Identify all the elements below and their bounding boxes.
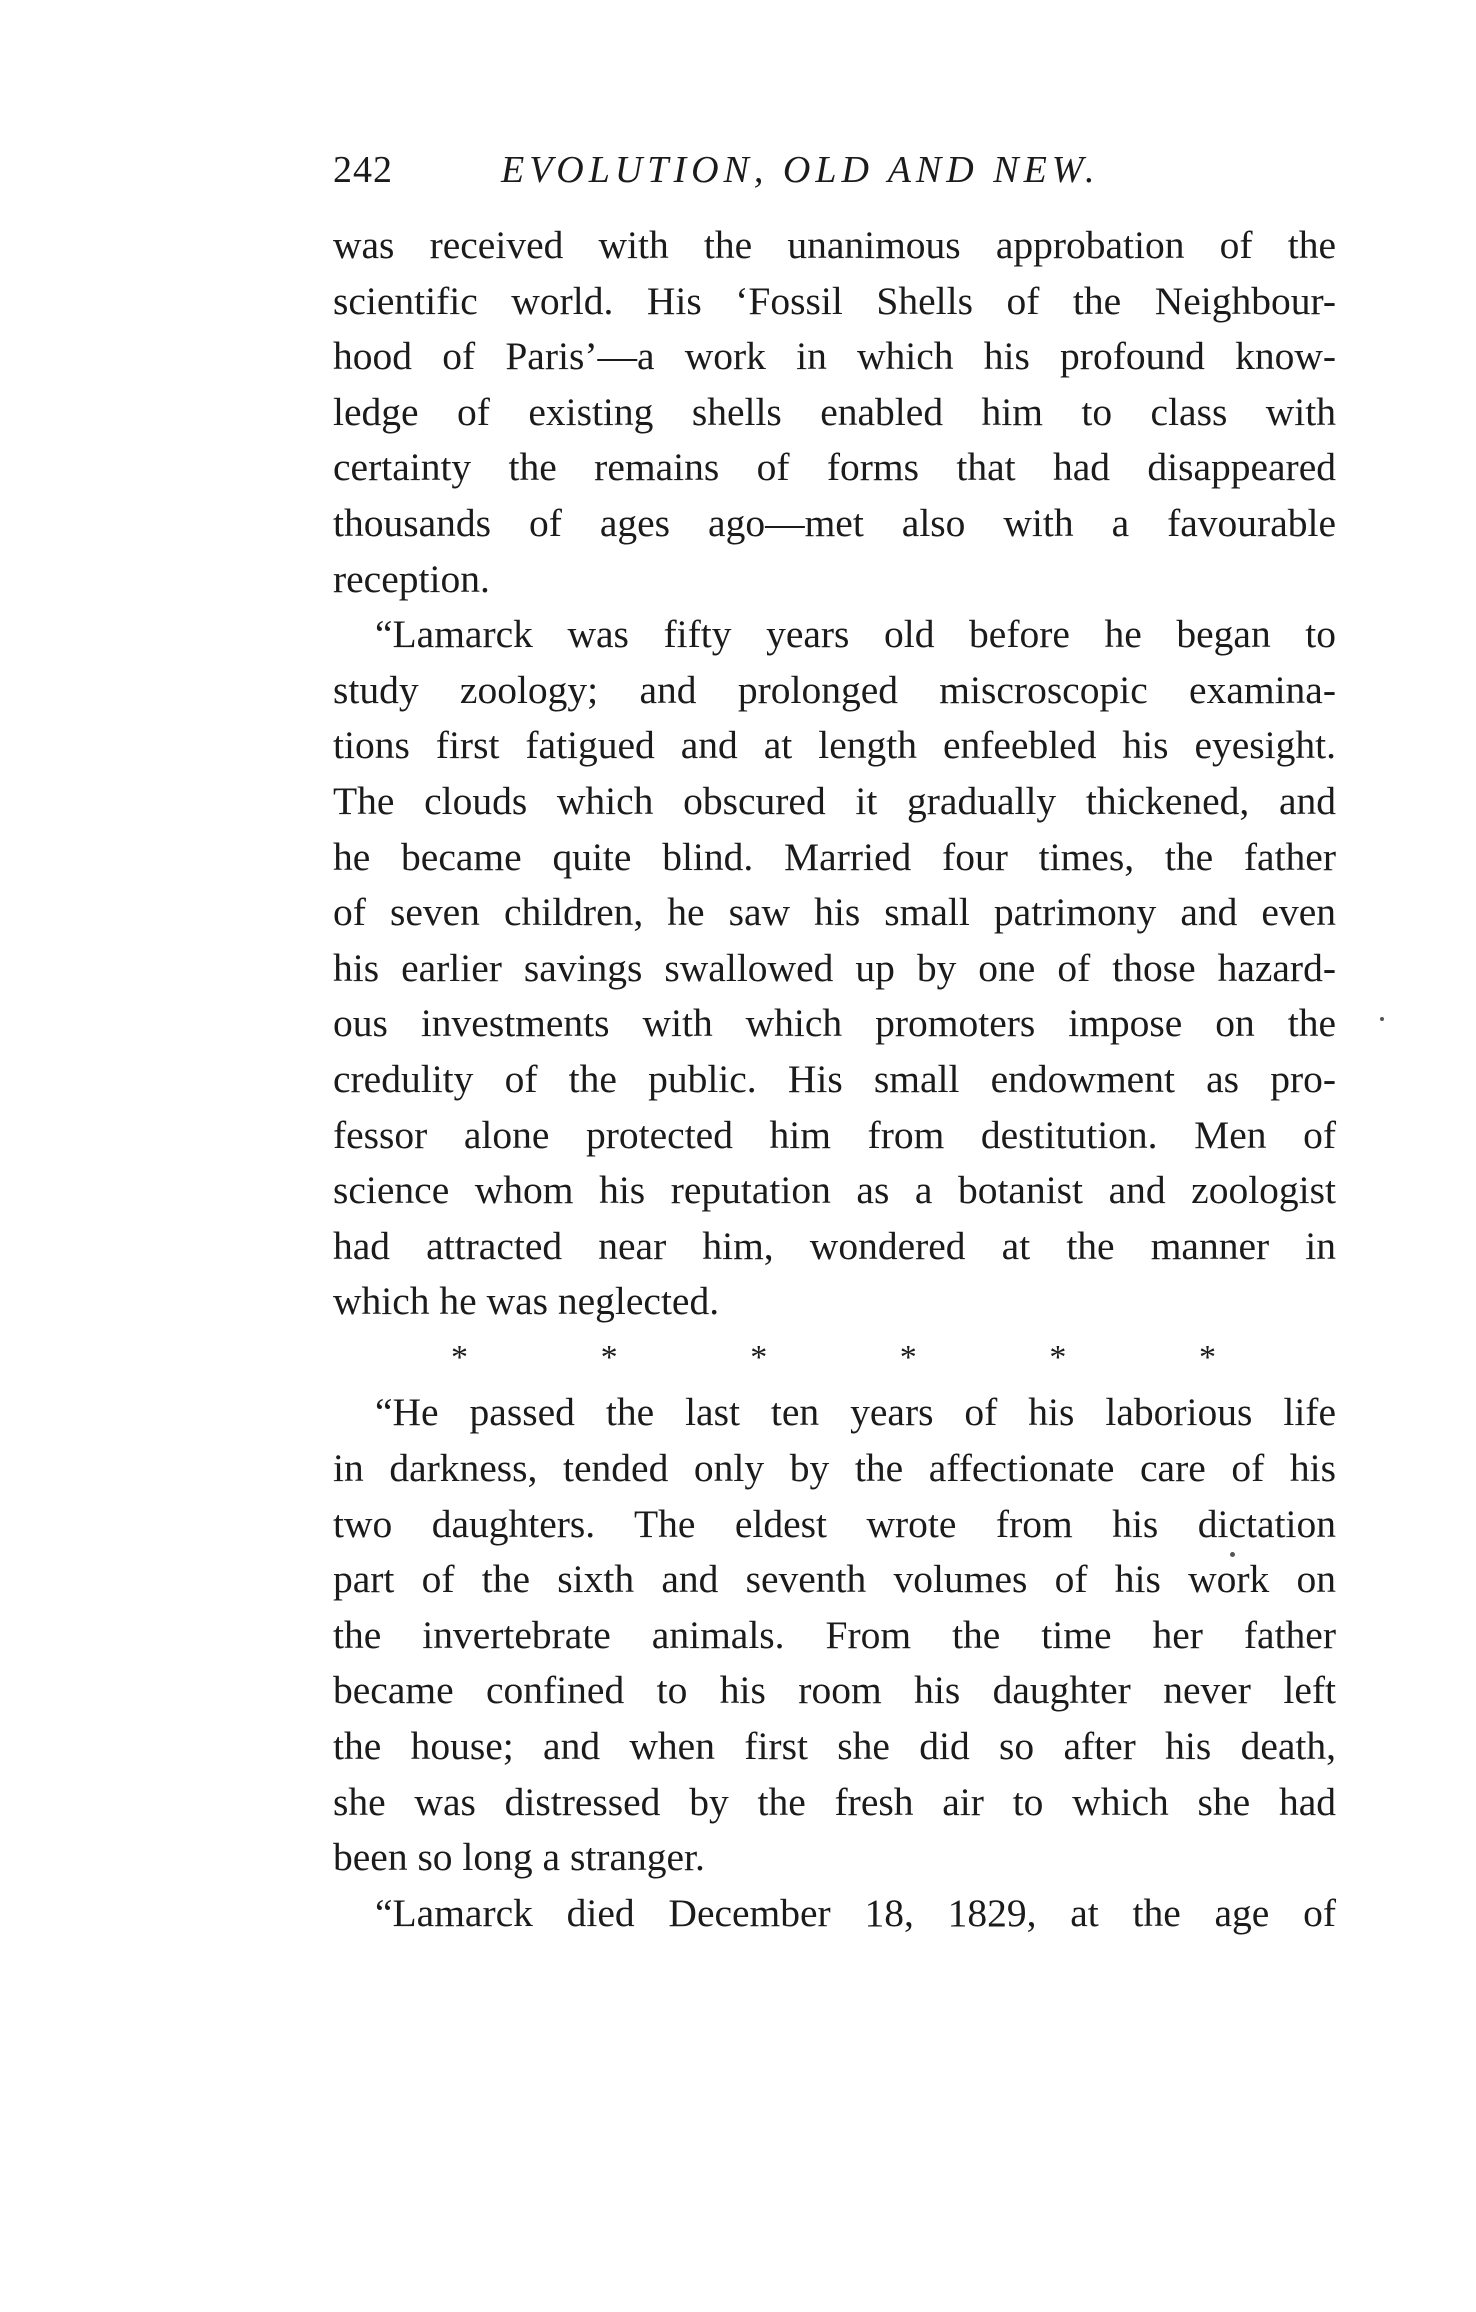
paragraph (333, 1385, 1336, 1885)
paragraph (333, 607, 1336, 1330)
paragraph (333, 218, 1336, 607)
text-line: reception. (333, 556, 490, 601)
text-line: which he was neglected. (333, 1279, 720, 1324)
text-line: The clouds which obscured it gradually thickened, and (333, 778, 1336, 823)
text-line: been so long a stranger. (333, 1835, 705, 1880)
text-line: was received with the unanimous approbation of the (333, 223, 1336, 267)
text-line: “He passed the last ten years of his laborious life (375, 1390, 1336, 1435)
text-line: became confined to his room his daughter never left (333, 1668, 1336, 1713)
text-line: certainty the remains of forms that had disappeared (333, 445, 1336, 490)
text-line: in darkness, tended only by the affectionate care of his (333, 1446, 1336, 1491)
paragraph (333, 1886, 1336, 1942)
text-line: “Lamarck died December 18, 1829, at the age of (375, 1890, 1336, 1935)
text-line: fessor alone protected him from destitution. Men of (333, 1112, 1336, 1157)
text-line: scientific world. His ‘Fossil Shells of the Neighbour- (333, 278, 1336, 323)
scan-speck (1380, 1017, 1384, 1021)
page-number: 242 (333, 149, 393, 191)
section-separator (333, 1330, 1336, 1386)
scan-speck (1230, 1552, 1235, 1557)
page-header (333, 140, 1333, 200)
separator-asterisk: * (1049, 1338, 1067, 1376)
text-line: ous investments with which promoters impose on the (333, 1001, 1336, 1046)
text-line: tions first fatigued and at length enfeebled his eyesight. (333, 723, 1336, 768)
separator-asterisk: * (899, 1338, 917, 1376)
text-line: he became quite blind. Married four times, the father (333, 834, 1336, 879)
text-line: science whom his reputation as a botanist and zoologist (333, 1168, 1336, 1213)
separator-asterisk: * (750, 1338, 768, 1376)
text-line: part of the sixth and seventh volumes of his work on (333, 1557, 1336, 1602)
text-line: had attracted near him, wondered at the manner in (333, 1223, 1336, 1268)
text-line: of seven children, he saw his small patrimony and even (333, 890, 1336, 935)
text-line: hood of Paris’—a work in which his profound know- (333, 334, 1336, 379)
running-title: EVOLUTION, OLD AND NEW. (501, 149, 1100, 191)
separator-asterisk: * (451, 1338, 468, 1376)
text-line: study zoology; and prolonged miscroscopic examina- (333, 667, 1336, 712)
text-line: “Lamarck was fifty years old before he began to (375, 612, 1336, 657)
text-line: the house; and when first she did so after his death, (333, 1724, 1336, 1769)
text-line: she was distressed by the fresh air to which she had (333, 1779, 1336, 1824)
text-line: thousands of ages ago—met also with a favourable (333, 500, 1336, 545)
separator-asterisk: * (600, 1338, 618, 1376)
separator-asterisk: * (1198, 1338, 1216, 1376)
text-line: ledge of existing shells enabled him to class with (333, 389, 1336, 434)
text-line: the invertebrate animals. From the time her father (333, 1612, 1336, 1657)
text-line: his earlier savings swallowed up by one of those hazard- (333, 945, 1336, 990)
text-line: credulity of the public. His small endowment as pro- (333, 1056, 1336, 1101)
text-line: two daughters. The eldest wrote from his dictation (333, 1501, 1336, 1546)
body-text (333, 218, 1336, 1941)
